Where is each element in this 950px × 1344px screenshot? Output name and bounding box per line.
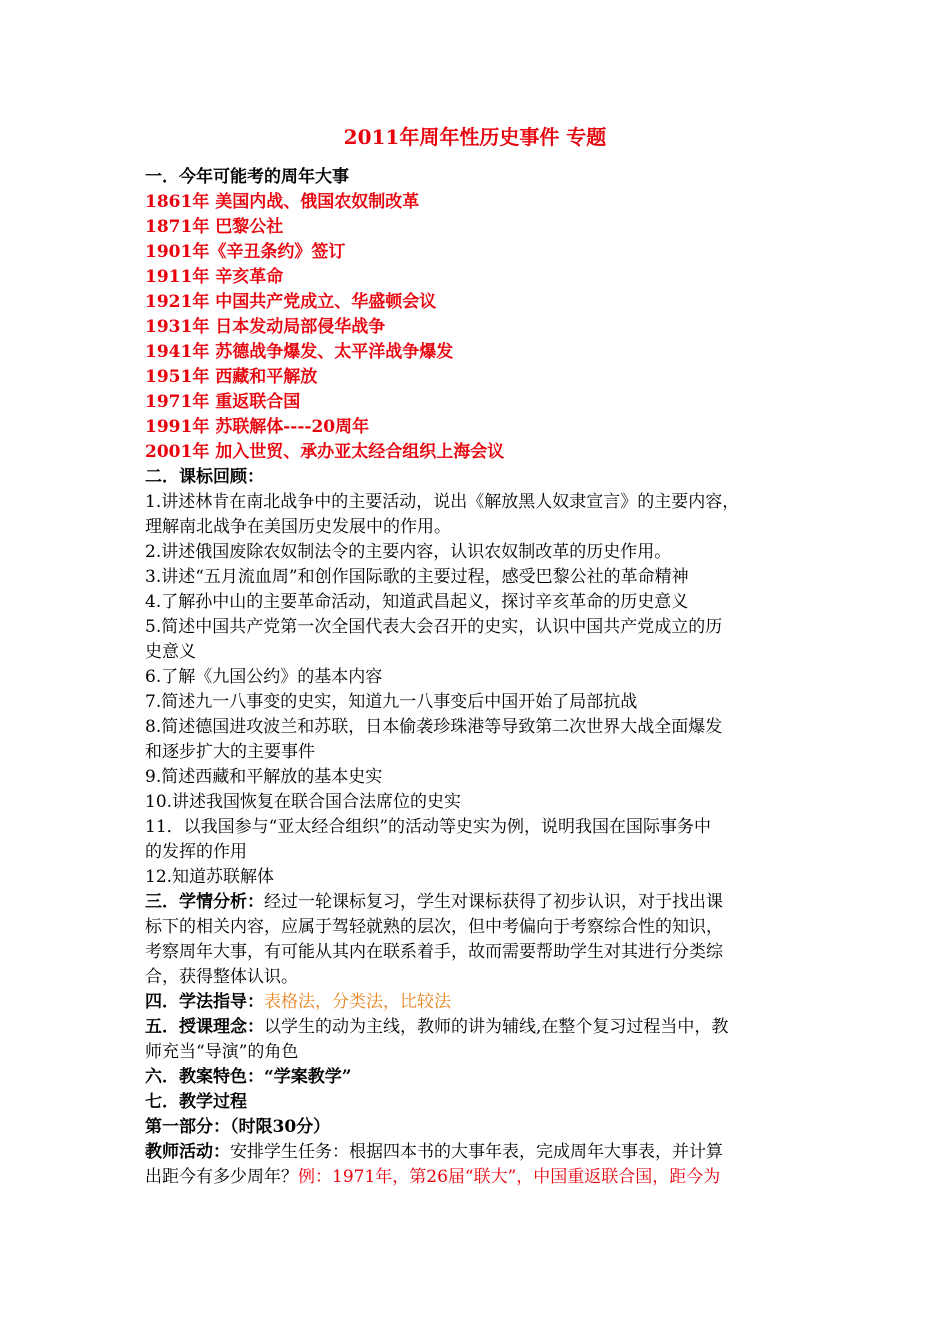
standard-line: 10.讲述我国恢复在联合国合法席位的史实 (145, 792, 462, 812)
document-body (145, 165, 815, 1190)
teacher-activity-text: 安排学生任务：根据四本书的大事年表，完成周年大事表，并计算 (230, 1142, 723, 1162)
teacher-activity-label: 教师活动： (145, 1142, 230, 1162)
part1-heading: 第一部分：（时限30分） (145, 1117, 331, 1137)
teacher-activity-line (145, 1140, 815, 1165)
standard-line: 5.简述中国共产党第一次全国代表大会召开的史实，认识中国共产党成立的历 (145, 617, 723, 637)
section2-heading: 二．课标回顾： (145, 467, 264, 487)
section3-line: 考察周年大事，有可能从其内在联系着手，故而需要帮助学生对其进行分类综 (145, 942, 723, 962)
section1-heading: 一．今年可能考的周年大事 (145, 167, 349, 187)
section3-line: 标下的相关内容，应属于驾轻就熟的层次，但中考偏向于考察综合性的知识， (145, 917, 723, 937)
event-1951: 1951年 西藏和平解放 (145, 367, 318, 387)
section7-heading: 七．教学过程 (145, 1092, 247, 1112)
standard-line: 4.了解孙中山的主要革命活动，知道武昌起义，探讨辛亥革命的历史意义 (145, 592, 689, 612)
standard-line: 理解南北战争在美国历史发展中的作用。 (145, 517, 451, 537)
teacher-activity-line (145, 1165, 815, 1190)
section5-line: 师充当“导演”的角色 (145, 1042, 299, 1062)
standard-line: 7.简述九一八事变的史实，知道九一八事变后中国开始了局部抗战 (145, 692, 638, 712)
standard-line: 11．以我国参与“亚太经合组织”的活动等史实为例，说明我国在国际事务中 (145, 817, 712, 837)
page-title: 2011年周年性历史事件 专题 (343, 125, 607, 149)
event-2001: 2001年 加入世贸、承办亚太经合组织上海会议 (145, 442, 505, 462)
section6-heading: 六．教案特色： (145, 1067, 264, 1087)
section3-heading: 三．学情分析： (145, 892, 264, 912)
section5-line (145, 1015, 815, 1040)
event-1911: 1911年 辛亥革命 (145, 267, 284, 287)
example-text: 例：1971年，第26届“联大”，中国重返联合国，距今为 (298, 1167, 721, 1187)
section5-heading: 五．授课理念： (145, 1017, 264, 1037)
event-1871: 1871年 巴黎公社 (145, 217, 284, 237)
standard-line: 12.知道苏联解体 (145, 867, 275, 887)
section4-heading: 四．学法指导： (145, 992, 264, 1012)
event-1941: 1941年 苏德战争爆发、太平洋战争爆发 (145, 342, 454, 362)
event-1901: 1901年《辛丑条约》签订 (145, 242, 346, 262)
section4-line (145, 990, 815, 1015)
standard-line: 和逐步扩大的主要事件 (145, 742, 315, 762)
standard-line: 2.讲述俄国废除农奴制法令的主要内容，认识农奴制改革的历史作用。 (145, 542, 672, 562)
section3-text: 经过一轮课标复习，学生对课标获得了初步认识，对于找出课 (264, 892, 723, 912)
standard-line: 的发挥的作用 (145, 842, 247, 862)
event-1931: 1931年 日本发动局部侵华战争 (145, 317, 386, 337)
section6-line (145, 1065, 815, 1090)
section3-line (145, 890, 815, 915)
teacher-activity-question: 出距今有多少周年？ (145, 1167, 298, 1187)
event-1921: 1921年 中国共产党成立、华盛顿会议 (145, 292, 437, 312)
section5-text: 以学生的动为主线，教师的讲为辅线,在整个复习过程当中，教 (264, 1017, 729, 1037)
section4-content: 表格法，分类法，比较法 (264, 992, 451, 1012)
standard-line: 1.讲述林肯在南北战争中的主要活动，说出《解放黑人奴隶宣言》的主要内容， (145, 492, 740, 512)
standard-line: 9.简述西藏和平解放的基本史实 (145, 767, 383, 787)
standard-line: 8.简述德国进攻波兰和苏联，日本偷袭珍珠港等导致第二次世界大战全面爆发 (145, 717, 723, 737)
standard-line: 6.了解《九国公约》的基本内容 (145, 667, 383, 687)
event-1991: 1991年 苏联解体----20周年 (145, 417, 370, 437)
section3-line: 合，获得整体认识。 (145, 967, 298, 987)
standard-line: 史意义 (145, 642, 196, 662)
standard-line: 3.讲述“五月流血周”和创作国际歌的主要过程，感受巴黎公社的革命精神 (145, 567, 689, 587)
event-1971: 1971年 重返联合国 (145, 392, 301, 412)
section6-content: “学案教学” (264, 1067, 352, 1087)
event-1861: 1861年 美国内战、俄国农奴制改革 (145, 192, 420, 212)
